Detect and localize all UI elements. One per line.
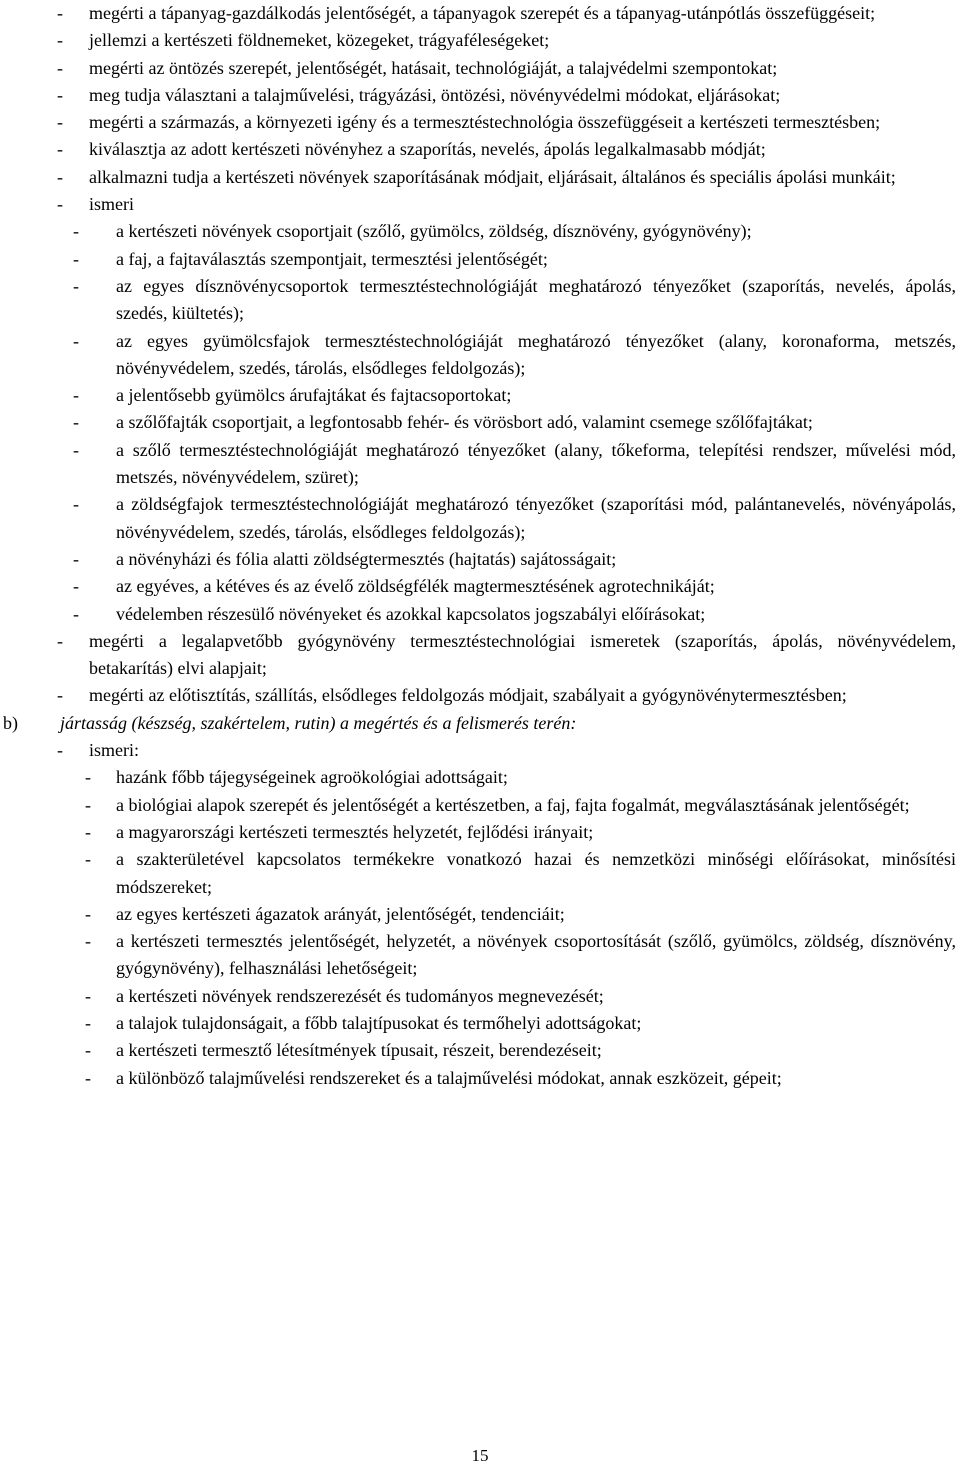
list-item (0, 246, 960, 273)
list-item (0, 191, 960, 218)
list-item (0, 55, 960, 82)
list-item (0, 136, 960, 163)
list-item-text: a kertészeti termesztő létesítmények típusait, részeit, berendezéseit; (116, 1040, 602, 1061)
bullet-dash: - (57, 57, 63, 78)
list-item-text: a faj, a fajtaválasztás szempontjait, termesztési jelentőségét; (116, 248, 548, 269)
section-b-letter: b) (3, 712, 18, 733)
list-item-text: a különböző talajművelési rendszereket és a talajművelési módokat, annak eszközeit, gépeit; (116, 1067, 782, 1088)
list-item (0, 1037, 960, 1064)
list-item-text: megérti az öntözés szerepét, jelentőségét, hatásait, technológiáját, a talajvédelmi szempontokat; (89, 57, 778, 78)
bullet-dash: - (85, 1012, 91, 1033)
list-item-text: védelemben részesülő növényeket és azokkal kapcsolatos jogszabályi előírásokat; (116, 603, 706, 624)
list-item-text: a talajok tulajdonságait, a főbb talajtípusokat és termőhelyi adottságokat; (116, 1012, 642, 1033)
bullet-dash: - (85, 821, 91, 842)
bullet-dash: - (73, 330, 79, 351)
bullet-dash: - (73, 603, 79, 624)
list-item-text: az egyes dísznövénycsoportok termesztéstechnológiáját meghatározó tényezőket (szaporítás, nevelés, ápolás, szedés, kiültetés); (116, 275, 956, 324)
list-item (0, 1065, 960, 1092)
list-item (0, 928, 960, 983)
bullet-dash: - (73, 275, 79, 296)
section-b-heading (0, 710, 960, 737)
list-item (0, 764, 960, 791)
list-item-text: megérti az előtisztítás, szállítás, elsődleges feldolgozás módjait, szabályait a gyógynövénytermesztésben; (89, 685, 847, 706)
competency-list-a (0, 0, 960, 710)
bullet-dash: - (85, 931, 91, 952)
list-item (0, 273, 960, 328)
list-item-text: alkalmazni tudja a kertészeti növények szaporításának módjait, eljárásait, általános és speciális ápolási munkáit; (89, 166, 896, 187)
list-item-text: a jelentősebb gyümölcs árufajtákat és fajtacsoportokat; (116, 385, 512, 406)
bullet-dash: - (57, 30, 63, 51)
list-item-text: a szakterületével kapcsolatos termékekre vonatkozó hazai és nemzetközi minőségi előírásokat, minősítési módszereket; (116, 849, 956, 897)
bullet-dash: - (57, 194, 63, 215)
bullet-dash: - (57, 84, 63, 105)
list-item-text: a szőlő termesztéstechnológiáját meghatározó tényezőket (alany, tőkeforma, telepítési rendszer, művelési mód, metszés, növényvédelem, szüret); (116, 439, 956, 488)
list-item (0, 437, 960, 492)
list-item-text: ismeri (89, 194, 134, 215)
bullet-dash: - (57, 139, 63, 160)
list-item (0, 682, 960, 709)
bullet-dash: - (73, 248, 79, 269)
bullet-dash: - (57, 166, 63, 187)
list-item (0, 218, 960, 245)
list-item (0, 901, 960, 928)
bullet-dash: - (73, 412, 79, 433)
bullet-dash: - (57, 112, 63, 133)
list-item (0, 328, 960, 383)
bullet-dash: - (73, 576, 79, 597)
list-item (0, 628, 960, 683)
list-item-text: a kertészeti termesztés jelentőségét, helyzetét, a növények csoportosítását (szőlő, gyümölcs, zöldség, dísznövény, gyógynövény), felhasználási lehetőségeit; (116, 931, 956, 979)
bullet-dash: - (57, 630, 63, 651)
list-item-text: az egyes gyümölcsfajok termesztéstechnológiáját meghatározó tényezőket (alany, koronaforma, metszés, növényvédelem, szedés, tárolás, elsődleges feldolgozás); (116, 330, 956, 378)
bullet-dash: - (57, 740, 63, 761)
bullet-dash: - (73, 221, 79, 242)
list-item-text: az egyes kertészeti ágazatok arányát, jelentőségét, tendenciáit; (116, 903, 565, 924)
list-item-text: az egyéves, a kétéves és az évelő zöldségfélék magtermesztésének agrotechnikáját; (116, 576, 715, 597)
list-item (0, 792, 960, 819)
bullet-dash: - (85, 985, 91, 1006)
bullet-dash: - (73, 494, 79, 515)
section-b-title: jártasság (készség, szakértelem, rutin) a megértés és a felismerés terén: (60, 712, 577, 733)
bullet-dash: - (73, 385, 79, 406)
list-item (0, 382, 960, 409)
list-item-text: megérti a legalapvetőbb gyógynövény termesztéstechnológiai ismeretek (szaporítás, ápolás, növényvédelem, betakarítás) elvi alapjait; (89, 630, 956, 679)
bullet-dash: - (73, 439, 79, 460)
list-item-text: a növényházi és fólia alatti zöldségtermesztés (hajtatás) sajátosságait; (116, 548, 617, 569)
list-item (0, 0, 960, 27)
bullet-dash: - (85, 1040, 91, 1061)
list-item-text: ismeri: (89, 740, 139, 761)
list-item (0, 737, 960, 764)
competency-list-b (0, 737, 960, 1092)
bullet-dash: - (57, 3, 63, 23)
bullet-dash: - (85, 903, 91, 924)
bullet-dash: - (85, 767, 91, 788)
list-item (0, 546, 960, 573)
list-item-text: a zöldségfajok termesztéstechnológiáját meghatározó tényezőket (szaporítási mód, palántanevelés, növényápolás, növényvédelem, szedés, tárolás, elsődleges feldolgozás); (116, 494, 956, 542)
list-item-text: a magyarországi kertészeti termesztés helyzetét, fejlődési irányait; (116, 821, 594, 842)
list-item-text: a kertészeti növények csoportjait (szőlő, gyümölcs, zöldség, dísznövény, gyógynövény); (116, 221, 752, 242)
list-item (0, 164, 960, 191)
list-item (0, 573, 960, 600)
list-item (0, 27, 960, 54)
bullet-dash: - (85, 794, 91, 815)
list-item-text: a szőlőfajták csoportjait, a legfontosabb fehér- és vörösbort adó, valamint csemege szőlőfajtákat; (116, 412, 813, 433)
list-item (0, 819, 960, 846)
list-item-text: jellemzi a kertészeti földnemeket, közegeket, trágyaféleségeket; (89, 30, 550, 51)
list-item-text: megérti a származás, a környezeti igény és a termesztéstechnológia összefüggéseit a kertészeti termesztésben; (89, 112, 881, 133)
bullet-dash: - (57, 685, 63, 706)
list-item-text: megérti a tápanyag-gazdálkodás jelentőségét, a tápanyagok szerepét és a tápanyag-utánpótlás összefüggéseit; (89, 3, 876, 23)
list-item (0, 846, 960, 901)
page-number: 15 (471, 1446, 489, 1465)
list-item (0, 983, 960, 1010)
bullet-dash: - (85, 1067, 91, 1088)
list-item (0, 82, 960, 109)
bullet-dash: - (85, 849, 91, 870)
list-item (0, 409, 960, 436)
list-item (0, 601, 960, 628)
list-item-text: a kertészeti növények rendszerezését és tudományos megnevezését; (116, 985, 604, 1006)
list-item (0, 109, 960, 136)
list-item-text: kiválasztja az adott kertészeti növényhez a szaporítás, nevelés, ápolás legalkalmasabb módját; (89, 139, 766, 160)
list-item-text: hazánk főbb tájegységeinek agroökológiai adottságait; (116, 767, 508, 788)
list-item-text: a biológiai alapok szerepét és jelentőségét a kertészetben, a faj, fajta fogalmát, megválasztásának jelentőségét; (116, 794, 910, 815)
list-item (0, 1010, 960, 1037)
bullet-dash: - (73, 548, 79, 569)
list-item-text: meg tudja választani a talajművelési, trágyázási, öntözési, növényvédelmi módokat, eljárásokat; (89, 84, 781, 105)
list-item (0, 491, 960, 546)
